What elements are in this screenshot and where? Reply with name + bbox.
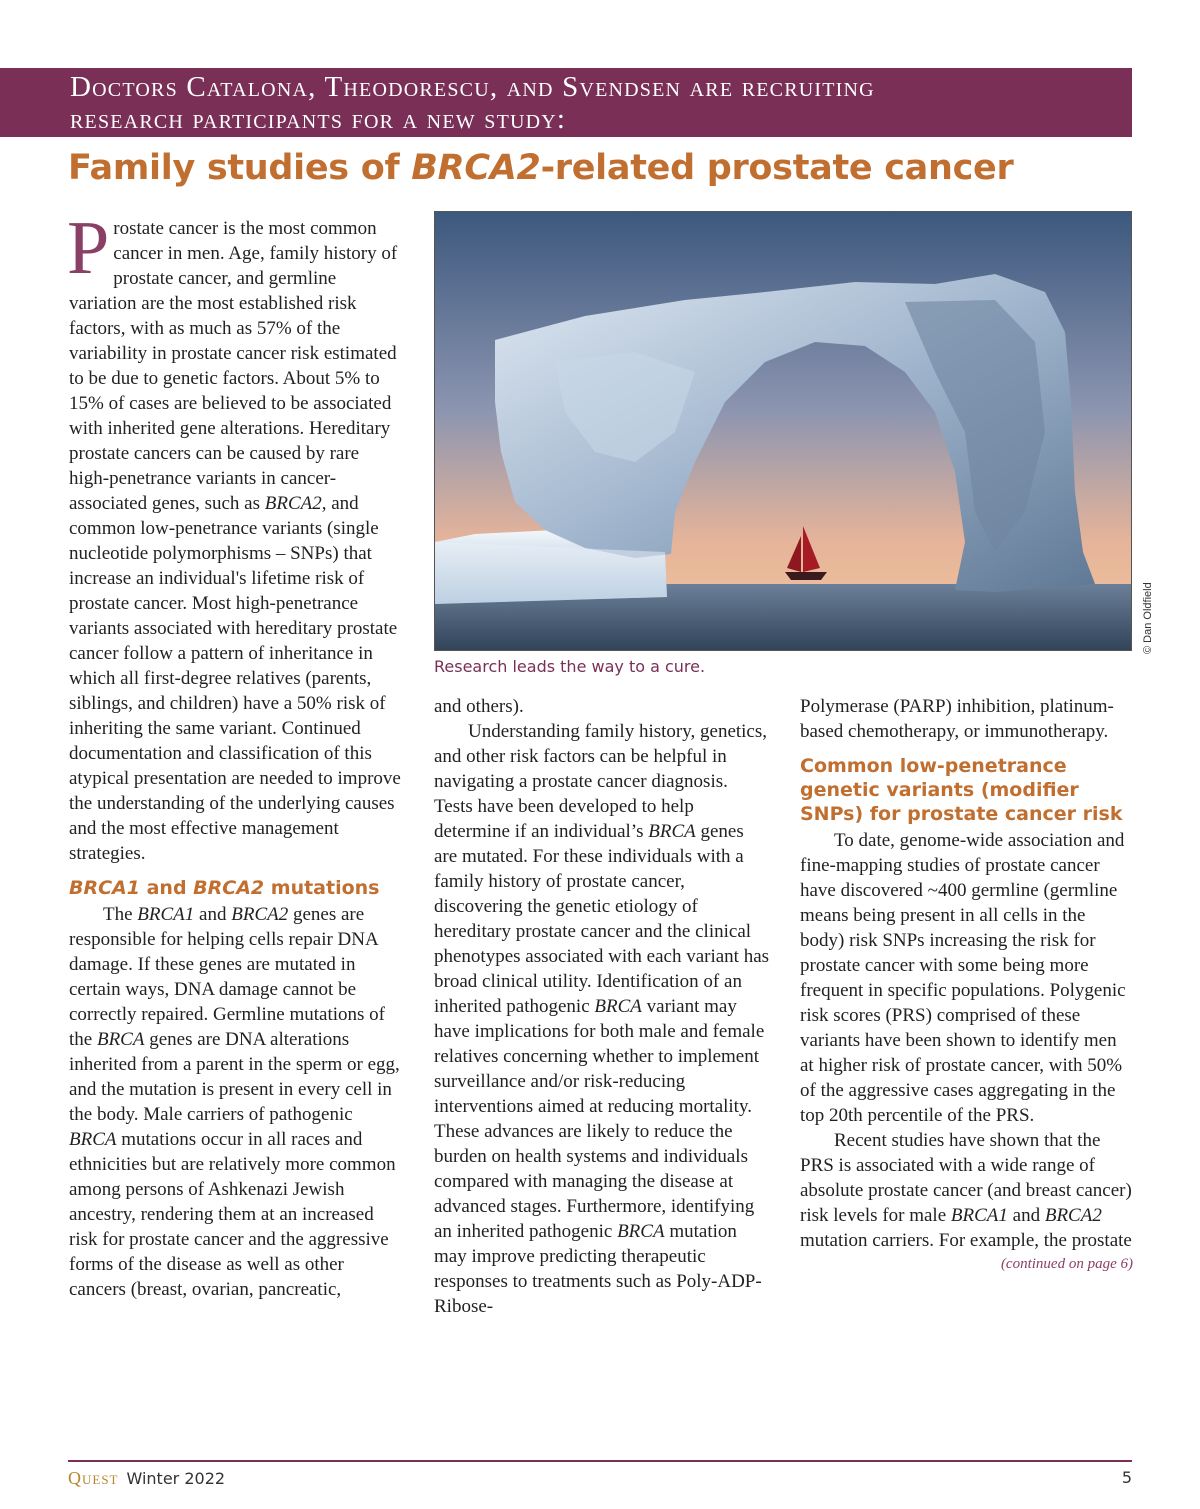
quest-logo: Quest [68, 1468, 119, 1488]
column-1 [67, 206, 402, 1302]
intro-gene: BRCA2 [264, 493, 322, 514]
fh-text-4: mutation may improve predicting therapeutic responses to treatments such as Poly-ADP-Ribose- [434, 1221, 762, 1317]
continued-link[interactable]: (continued on page 6) [1000, 1256, 1133, 1272]
fh-gene-3: BRCA [617, 1221, 665, 1242]
col2-lead: and others). [434, 696, 524, 717]
fh-gene-1: BRCA [648, 821, 696, 842]
banner-line-2: research participants for a new study: [70, 103, 567, 135]
brca-text-1: The [103, 904, 138, 925]
footer-masthead [68, 1468, 225, 1489]
footer-divider [68, 1460, 1132, 1462]
banner-line-1: Doctors Catalona, Theodorescu, and Svendsen are recruiting [70, 71, 875, 103]
brca-text-2: and [194, 904, 232, 925]
brca-gene-1: BRCA1 [137, 904, 195, 925]
brca-gene-4: BRCA [69, 1129, 117, 1150]
heading-gene-2: BRCA2 [193, 877, 265, 899]
prs-paragraph [800, 1128, 1133, 1253]
col3-lead: Polymerase (PARP) inhibition, platinum-based chemotherapy, or immunotherapy. [800, 696, 1114, 742]
brca-gene-2: BRCA2 [231, 904, 289, 925]
brca-text-5: mutations occur in all races and ethnicities but are relatively more common among persons of Ashkenazi Jewish ancestry, rendering them at an increased risk for prostate cancer and the aggressive forms of the disease as well as other cancers (breast, ovarian, pancreatic, [69, 1129, 396, 1300]
top-banner [0, 68, 1132, 137]
issue-date: Winter 2022 [126, 1469, 226, 1488]
page-number: 5 [1121, 1468, 1132, 1487]
column-3 [800, 694, 1133, 1275]
fh-text-2: genes are mutated. For these individuals with a family history of prostate cancer, discovering the genetic etiology of hereditary prostate cancer and the clinical phenotypes associated with each variant has broad clinical utility. Identification of an inherited pathogenic [434, 821, 770, 1017]
fh-gene-2: BRCA [594, 996, 642, 1017]
prs-text-2: and [1007, 1205, 1045, 1226]
intro-text-b: , and common low-penetrance variants (single nucleotide polymorphisms – SNPs) that increase an individual's lifetime risk of prostate cancer. Most high-penetrance variants associated with hereditary prostate cancer follow a pattern of inheritance in which all first-degree relatives (parents, siblings, and children) have a 50% risk of inheriting the same variant. Continued documentation and classification of this atypical presentation are needed to improve the understanding of the underlying causes and the most effective management strategies. [69, 493, 401, 864]
title-post: -related prostate cancer [540, 148, 1014, 188]
prs-text-1: Recent studies have shown that the PRS is associated with a wide range of absolute prostate cancer (and breast cancer) risk levels for male [800, 1130, 1132, 1226]
brca-paragraph [69, 902, 402, 1302]
family-history-paragraph [434, 719, 770, 1319]
intro-paragraph [67, 206, 402, 866]
iceberg-illustration [435, 212, 1132, 651]
title-pre: Family studies of [68, 148, 412, 188]
intro-text-a: rostate cancer is the most common cancer in men. Age, family history of prostate cancer, and germline variation are the most established risk factors, with as much as 57% of the variability in prostate cancer risk estimated to be due to genetic factors. About 5% to 15% of cases are believed to be associated with inherited gene alterations. Hereditary prostate cancers can be caused by rare high-penetrance variants in cancer-associated genes, such as [69, 218, 398, 514]
brca-text-4: genes are DNA alterations inherited from a parent in the sperm or egg, and the mutation is present in every cell in the body. Male carriers of pathogenic [69, 1029, 400, 1125]
fh-text-3: variant may have implications for both male and female relatives concerning whether to implement surveillance and/or risk-reducing interventions aimed at reducing mortality. These advances are likely to reduce the burden on health systems and individuals compared with managing the disease at advanced stages. Furthermore, identifying an inherited pathogenic [434, 996, 765, 1242]
brca-gene-3: BRCA [96, 1029, 145, 1050]
snp-paragraph: To date, genome-wide association and fine-mapping studies of prostate cancer have discovered ~400 germline (germline means being present in all cells in the body) risk SNPs increasing the risk for prostate cancer with some being more frequent in specific populations. Polygenic risk scores (PRS) comprised of these variants have been shown to identify men at higher risk of prostate cancer, with 50% of the aggressive cases aggregating in the top 20th percentile of the PRS. [800, 830, 1126, 1126]
fh-text-1: Understanding family history, genetics, and other risk factors can be helpful in navigating a prostate cancer diagnosis. Tests have been developed to help determine if an individual’s [434, 721, 768, 842]
prs-gene-2: BRCA2 [1044, 1205, 1102, 1226]
heading-gene-1: BRCA1 [69, 877, 140, 899]
prs-gene-1: BRCA1 [950, 1205, 1008, 1226]
photo-credit: © Dan Oldfield [1142, 582, 1154, 654]
drop-cap: P [67, 206, 110, 290]
snp-heading: Common low-penetrance genetic variants (modifier SNPs) for prostate cancer risk [800, 755, 1123, 825]
prs-text-3: mutation carriers. For example, the prostate [800, 1230, 1132, 1251]
article-title [68, 148, 1013, 188]
title-gene: BRCA2 [411, 148, 541, 188]
heading-and: and [139, 877, 194, 899]
heading-rest: mutations [264, 877, 380, 899]
column-2 [434, 694, 770, 1319]
brca-text-3: genes are responsible for helping cells repair DNA damage. If these genes are mutated in certain ways, DNA damage cannot be correctly repaired. Germline mutations of the [69, 904, 386, 1050]
photo-caption: Research leads the way to a cure. [434, 657, 706, 676]
brca-mutations-heading [69, 876, 402, 900]
iceberg-photo [434, 211, 1132, 651]
